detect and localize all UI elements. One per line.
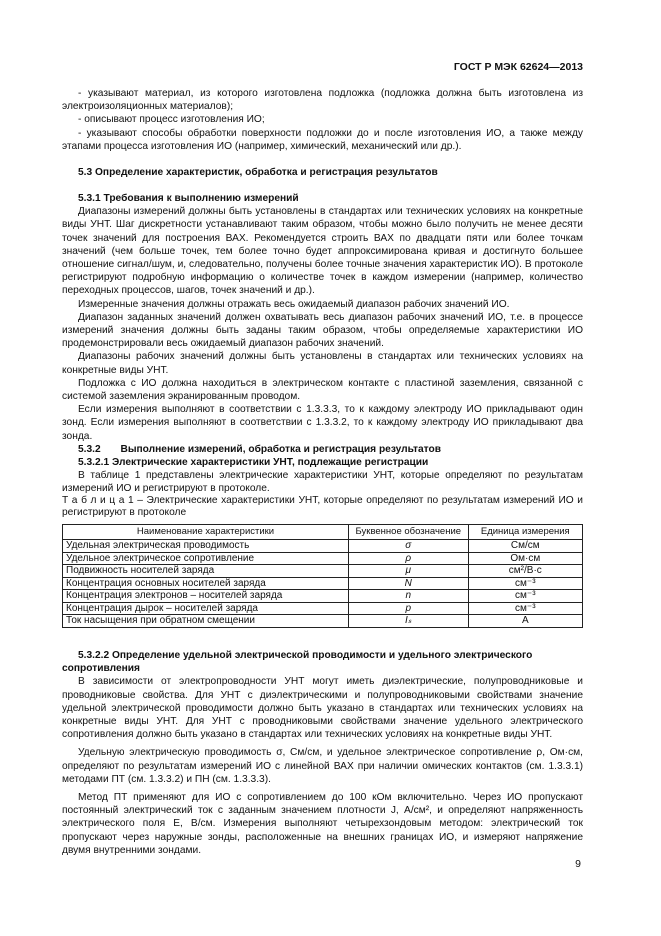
table-cell: Подвижность носителей заряда — [63, 565, 349, 578]
table-header-row — [63, 525, 583, 540]
column-header: Наименование характеристики — [63, 525, 349, 540]
list-item: - описывают процесс изготовления ИО; — [78, 114, 265, 126]
table-cell: n — [349, 590, 469, 603]
paragraph: Подложка с ИО должна находиться в электрическом контакте с пластиной заземления, связанной с системой заземления экранированным проводом. — [62, 377, 583, 403]
intro-list — [62, 87, 583, 153]
table-row — [63, 590, 583, 603]
list-item: - указывают материал, из которого изготовлена подложка (подложка должна быть изготовлена из электроизоляционных материалов); — [62, 88, 583, 113]
table-cell: Концентрация электронов – носителей заряда — [63, 590, 349, 603]
table-cell: Удельное электрическое сопротивление — [63, 552, 349, 565]
paragraph: Измеренные значения должны отражать весь ожидаемый диапазон рабочих значений ИО. — [78, 298, 510, 310]
table-cell: см²/В·с — [468, 565, 582, 578]
table-cell: Ток насыщения при обратном смещении — [63, 615, 349, 628]
page-number: 9 — [575, 858, 581, 870]
characteristics-table — [62, 524, 583, 628]
paragraph: В зависимости от электропроводности УНТ могут иметь диэлектрические, полупроводниковые и проводниковые свойства. Для УНТ с диэлектрическими и полупроводниковыми свойствами значение удельной электрической проводимости должно быть указано в стандартах или технических условиях на конкретные виды УНТ. Для УНТ с проводниковыми свойствами значение удельного электрического сопротивления должно быть указано в стандартах или технических условиях на конкретные виды УНТ. — [62, 676, 583, 741]
table-cell: ρ — [349, 552, 469, 565]
table-cell: см⁻³ — [468, 602, 582, 615]
section-heading: 5.3 Определение характеристик, обработка и регистрация результатов — [78, 167, 438, 178]
table-cell: См/см — [468, 540, 582, 553]
table-cell: Концентрация основных носителей заряда — [63, 577, 349, 590]
subsection-heading: 5.3.2 Выполнение измерений, обработка и регистрация результатов — [78, 443, 442, 455]
paragraph: Диапазон заданных значений должен охватывать весь диапазон рабочих значений ИО, т.е. в процессе измерений значения должны быть заданы таким образом, чтобы определяемые характеристики ИО продемонстрировали весь ожидаемый диапазон рабочих значений. — [62, 311, 583, 350]
table-cell: см⁻³ — [468, 577, 582, 590]
paragraph: В таблице 1 представлены электрические характеристики УНТ, которые определяют по результатам измерений ИО и регистрируют в протоколе. — [62, 470, 583, 495]
table-row — [63, 577, 583, 590]
section-5-3-2-2 — [62, 649, 583, 857]
table-cell: p — [349, 602, 469, 615]
subsection-heading: 5.3.2.2 Определение удельной электрической проводимости и удельного электрического сопротивления — [62, 650, 533, 675]
table-row — [63, 540, 583, 553]
table-cell: N — [349, 577, 469, 590]
column-header: Единица измерения — [468, 525, 582, 540]
subsection-heading: 5.3.2.1 Электрические характеристики УНТ, подлежащие регистрации — [78, 457, 429, 469]
table-cell: Iₛ — [349, 615, 469, 628]
table-cell: σ — [349, 540, 469, 553]
table-cell: Удельная электрическая проводимость — [63, 540, 349, 553]
table-cell: μ — [349, 565, 469, 578]
paragraph: Удельную электрическую проводимость σ, См/см, и удельное электрическое сопротивление ρ, Ом·см, определяют по результатам измерений ИО с линейной ВАХ при наличии омических контактов (см. 1.3.3.1) методами ПТ (см. 1.3.3.2) и ПН (см. 1.3.3.3). — [62, 747, 583, 785]
table-cell: А — [468, 615, 582, 628]
table-row — [63, 602, 583, 615]
document-header: ГОСТ Р МЭК 62624—2013 — [453, 61, 583, 73]
section-5-3 — [62, 166, 583, 179]
table-cell: см⁻³ — [468, 590, 582, 603]
table-row — [63, 565, 583, 578]
table-cell: Ом·см — [468, 552, 582, 565]
subsection-heading: 5.3.1 Требования к выполнению измерений — [78, 193, 299, 204]
paragraph: Диапазоны измерений должны быть установлены в стандартах или технических условиях на конкретные виды УНТ. Шаг дискретности устанавливают таким образом, чтобы можно было получить не менее десяти точек значений для построения ВАХ. Рекомендуется строить ВАХ по двадцати пяти или более точкам значений (чем больше точек, тем более точно будет аппроксимирована кривая и достигнуто большее отношение сигнал/шум, и, следовательно, получены более точные значения характеристик ИО). В протоколе регистрируют подробную информацию о количестве точек в каждом измерении (например, количество переходных процессов, шагов, точек значений и др.). — [62, 206, 583, 297]
table-row — [63, 552, 583, 565]
table-caption: Т а б л и ц а 1 – Электрические характеристики УНТ, которые определяют по результатам измерений ИО и регистрируют в протоколе — [62, 495, 583, 519]
paragraph: Если измерения выполняют в соответствии с 1.3.3.3, то к каждому электроду ИО прикладывают один зонд. Если измерения выполняют в соответствии с 1.3.3.2, то к каждому электроду ИО прикладывают два зонда. — [62, 404, 583, 442]
column-header: Буквенное обозначение — [349, 525, 469, 540]
paragraph: Диапазоны рабочих значений должны быть установлены в стандартах или технических условиях на конкретные виды УНТ. — [62, 351, 583, 376]
table-cell: Концентрация дырок – носителей заряда — [63, 602, 349, 615]
paragraph: Метод ПТ применяют для ИО с сопротивлением до 100 кОм включительно. Через ИО пропускают постоянный электрический ток с заданным значением плотности J, А/см², и определяют напряженность электрического поля E, В/см. Измерения выполняют четырехзондовым методом: электрический ток пропускают через наружные зонды, расположенные на внешних границах ИО, и измеряют напряжение двумя внутренними зондами. — [62, 792, 583, 856]
section-5-3-1 — [62, 192, 583, 496]
list-item: - указывают способы обработки поверхности подложки до и после изготовления ИО, а также между этапами процесса изготовления ИО (например, химический, механический или др.). — [62, 127, 583, 152]
table-row — [63, 615, 583, 628]
